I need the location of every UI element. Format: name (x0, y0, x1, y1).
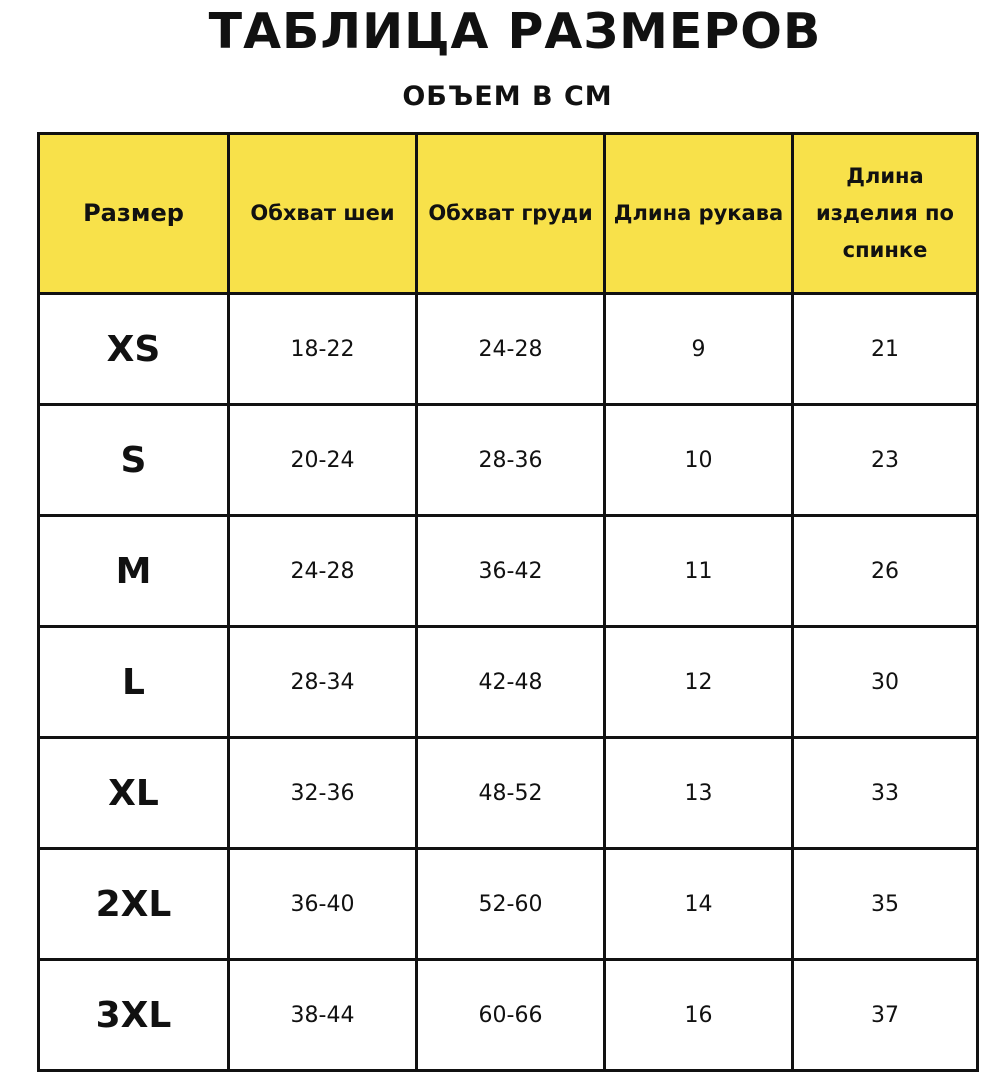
back-length-value: 21 (794, 295, 979, 406)
back-length-value: 30 (794, 628, 979, 739)
header-chest-girth: Обхват груди (418, 135, 606, 295)
size-label: M (40, 517, 230, 628)
back-length-value: 35 (794, 850, 979, 961)
size-table (37, 132, 979, 1072)
header-back-length: Длина изделия по спинке (794, 135, 979, 295)
sleeve-value: 9 (606, 295, 794, 406)
chest-value: 52-60 (418, 850, 606, 961)
chest-value: 28-36 (418, 406, 606, 517)
table-row (40, 961, 979, 1072)
size-label: XL (40, 739, 230, 850)
page-title: ТАБЛИЦА РАЗМЕРОВ (208, 3, 822, 60)
neck-value: 32-36 (230, 739, 418, 850)
table-row (40, 295, 979, 406)
back-length-value: 33 (794, 739, 979, 850)
back-length-value: 37 (794, 961, 979, 1072)
header-size: Размер (40, 135, 230, 295)
size-label: S (40, 406, 230, 517)
chest-value: 42-48 (418, 628, 606, 739)
neck-value: 24-28 (230, 517, 418, 628)
table-row (40, 406, 979, 517)
neck-value: 36-40 (230, 850, 418, 961)
sleeve-value: 13 (606, 739, 794, 850)
header-sleeve-length: Длина рукава (606, 135, 794, 295)
chest-value: 60-66 (418, 961, 606, 1072)
chest-value: 24-28 (418, 295, 606, 406)
table-row (40, 739, 979, 850)
page-subtitle: ОБЪЕМ В СМ (402, 81, 613, 112)
neck-value: 20-24 (230, 406, 418, 517)
size-label: 3XL (40, 961, 230, 1072)
neck-value: 18-22 (230, 295, 418, 406)
table-header-row (40, 135, 979, 295)
table-row (40, 628, 979, 739)
chest-value: 36-42 (418, 517, 606, 628)
table-row (40, 850, 979, 961)
sleeve-value: 12 (606, 628, 794, 739)
back-length-value: 23 (794, 406, 979, 517)
sleeve-value: 11 (606, 517, 794, 628)
table-row (40, 517, 979, 628)
back-length-value: 26 (794, 517, 979, 628)
size-label: L (40, 628, 230, 739)
sleeve-value: 16 (606, 961, 794, 1072)
header-neck-girth: Обхват шеи (230, 135, 418, 295)
sleeve-value: 14 (606, 850, 794, 961)
neck-value: 38-44 (230, 961, 418, 1072)
chest-value: 48-52 (418, 739, 606, 850)
size-label: XS (40, 295, 230, 406)
size-label: 2XL (40, 850, 230, 961)
neck-value: 28-34 (230, 628, 418, 739)
sleeve-value: 10 (606, 406, 794, 517)
